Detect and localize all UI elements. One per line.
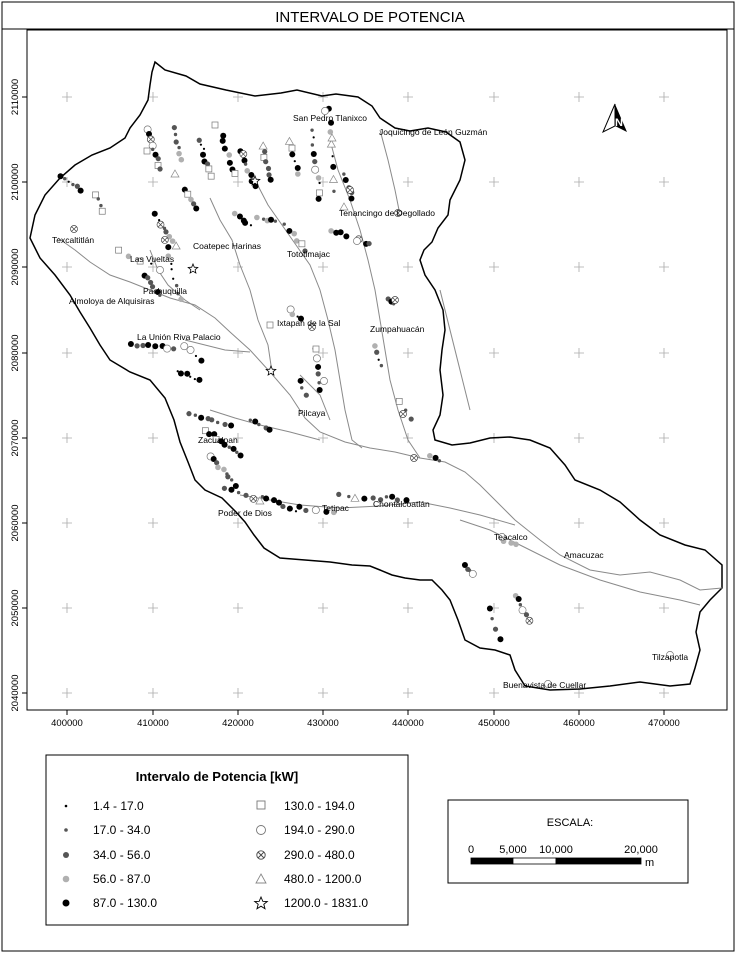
tiny-point xyxy=(203,148,205,150)
crossed-circle-point xyxy=(250,495,257,502)
black-point xyxy=(78,188,84,194)
circle-point xyxy=(181,343,188,350)
small-point xyxy=(237,491,240,494)
black-point xyxy=(361,496,367,502)
black-point xyxy=(268,217,274,223)
small-point xyxy=(311,143,314,146)
north-label: N xyxy=(615,117,623,129)
dark-point xyxy=(524,612,529,617)
dark-point xyxy=(172,125,177,130)
black-point xyxy=(198,358,204,364)
small-point xyxy=(283,222,286,225)
dark-point xyxy=(222,422,227,427)
town-label: Teacalco xyxy=(494,532,528,542)
scale-label: 5,000 xyxy=(499,844,527,856)
circle-point xyxy=(469,570,476,577)
dark-point xyxy=(409,416,414,421)
y-tick-label: 2060000 xyxy=(10,504,21,542)
tiny-point xyxy=(200,144,202,146)
light-point xyxy=(328,228,334,234)
small-point xyxy=(216,421,219,424)
black-point xyxy=(343,177,349,183)
scale-label: 0 xyxy=(467,844,475,856)
circle-icon xyxy=(257,826,266,835)
x-axis-ticks xyxy=(51,710,680,729)
tiny-point xyxy=(250,224,252,226)
town-label: Zumpahuacán xyxy=(370,324,425,334)
light-point xyxy=(244,168,250,174)
small-point xyxy=(244,162,247,165)
tiny-point xyxy=(313,136,315,138)
small-point xyxy=(99,204,102,207)
small-point xyxy=(249,419,252,422)
x-tick-label: 470000 xyxy=(648,718,680,729)
legend xyxy=(46,755,408,925)
crossed-circle-point xyxy=(71,226,78,233)
black-point xyxy=(196,377,202,383)
dark-point xyxy=(316,371,321,376)
dark-point xyxy=(135,343,140,348)
black-point xyxy=(487,606,493,612)
y-tick-label: 2080000 xyxy=(10,334,21,372)
black-point xyxy=(152,343,158,349)
crossed-circle-point xyxy=(157,221,164,228)
black-point xyxy=(317,387,323,393)
town-label: Chontalcoatlán xyxy=(373,499,430,509)
dark-point xyxy=(156,156,161,161)
scale-label: 10,000 xyxy=(539,844,573,856)
crossed-circle-point xyxy=(347,187,354,194)
small-point xyxy=(380,364,383,367)
square-point xyxy=(313,346,319,352)
black-point xyxy=(330,164,336,170)
town-label: Poder de Dios xyxy=(218,508,272,518)
small-point xyxy=(194,414,197,417)
dark-point xyxy=(266,172,271,177)
black-point xyxy=(348,196,354,202)
tiny-point xyxy=(194,378,196,380)
black-point xyxy=(145,342,151,348)
circle-point xyxy=(320,377,327,384)
black-point xyxy=(58,173,64,179)
black-point xyxy=(316,196,322,202)
dark-point xyxy=(312,159,317,164)
black-point xyxy=(252,418,258,424)
square-point xyxy=(93,192,99,198)
y-tick-label: 2050000 xyxy=(10,589,21,627)
y-tick-label: 2040000 xyxy=(10,674,21,712)
black-point xyxy=(343,233,349,239)
light-point xyxy=(170,238,176,244)
x-tick-label: 430000 xyxy=(307,718,339,729)
small-point xyxy=(300,386,303,389)
tiny-point xyxy=(294,160,296,162)
crossed-circle-point xyxy=(240,151,247,158)
tiny-point xyxy=(318,182,320,184)
dark-point xyxy=(336,492,341,497)
black-point xyxy=(287,506,293,512)
square-point xyxy=(396,398,402,404)
black-point xyxy=(222,146,228,152)
black-point xyxy=(241,158,247,164)
light-point xyxy=(513,542,519,548)
town-label: Amacuzac xyxy=(564,550,604,560)
legend-title: Intervalo de Potencia [kW] xyxy=(135,769,299,784)
circle-point xyxy=(353,237,360,244)
x-tick-label: 440000 xyxy=(392,718,424,729)
light-point xyxy=(254,215,260,221)
crossed-circle-point xyxy=(392,297,399,304)
town-label: San Pedro Tlanixco xyxy=(293,113,368,123)
light-point xyxy=(427,453,433,459)
town-label: Tototlmajac xyxy=(287,249,330,259)
black-point xyxy=(231,446,237,452)
black-point xyxy=(497,636,503,642)
light-point xyxy=(176,151,182,157)
black-point xyxy=(238,453,244,459)
square-point xyxy=(99,208,105,214)
circle-point xyxy=(312,506,319,513)
dark-point xyxy=(209,417,214,422)
town-label: Coatepec Harinas xyxy=(193,241,262,251)
dark-point xyxy=(243,493,248,498)
legend-label: 17.0 - 34.0 xyxy=(93,823,151,837)
tiny-point xyxy=(68,181,70,183)
dark-point xyxy=(366,241,371,246)
scale-title: ESCALA: xyxy=(546,817,594,829)
black-point xyxy=(178,370,184,376)
light-point xyxy=(215,465,221,471)
legend-label: 130.0 - 194.0 xyxy=(284,799,355,813)
square-point xyxy=(185,191,191,197)
scale-bar xyxy=(448,800,688,883)
dark-gray-dot-icon xyxy=(63,852,69,858)
town-label: Ixtapan de la Sal xyxy=(277,318,341,328)
small-point xyxy=(332,190,335,193)
black-point xyxy=(220,133,226,139)
small-point xyxy=(97,197,100,200)
black-point xyxy=(228,487,234,493)
black-point xyxy=(315,364,321,370)
black-point xyxy=(267,427,273,433)
small-point xyxy=(342,172,345,175)
black-point xyxy=(433,455,439,461)
town-label: Tilzapotla xyxy=(652,652,689,662)
small-point xyxy=(438,459,441,462)
x-tick-label: 450000 xyxy=(478,718,510,729)
page-title: INTERVALO DE POTENCIA xyxy=(275,9,465,26)
scale-segment xyxy=(471,858,513,864)
dark-point xyxy=(157,166,162,171)
dark-point xyxy=(214,460,219,465)
dark-point xyxy=(262,149,267,154)
square-point xyxy=(212,122,218,128)
scale-box xyxy=(448,800,688,883)
crossed-circle-icon xyxy=(257,851,265,859)
dark-point xyxy=(222,486,227,491)
circle-point xyxy=(187,346,194,353)
black-point xyxy=(338,229,344,235)
small-point xyxy=(177,146,180,149)
black-point xyxy=(128,341,134,347)
scale-segment xyxy=(513,858,556,864)
small-gray-dot-icon xyxy=(64,828,68,832)
dark-point xyxy=(280,504,285,509)
x-tick-label: 420000 xyxy=(222,718,254,729)
square-point xyxy=(267,322,273,328)
small-point xyxy=(230,478,233,481)
town-label: Tenancingo de Degollado xyxy=(339,208,435,218)
map-frame xyxy=(27,30,727,710)
light-point xyxy=(316,175,322,181)
y-tick-label: 2070000 xyxy=(10,419,21,457)
small-point xyxy=(235,451,238,454)
small-point xyxy=(174,133,177,136)
light-point xyxy=(221,467,227,473)
circle-point xyxy=(312,166,319,173)
town-label: La Unión Riva Palacio xyxy=(137,332,221,342)
light-point xyxy=(372,343,378,349)
black-point xyxy=(184,371,190,377)
tiny-point xyxy=(295,510,297,512)
light-point xyxy=(295,171,301,177)
y-tick-label: 2110000 xyxy=(10,78,21,116)
black-point xyxy=(242,220,248,226)
tiny-point xyxy=(195,355,197,357)
legend-label: 56.0 - 87.0 xyxy=(93,872,151,886)
circle-point xyxy=(156,266,163,273)
black-point xyxy=(263,496,269,502)
light-gray-dot-icon xyxy=(63,876,70,883)
town-label: Joquicingo de León Guzmán xyxy=(379,127,488,137)
dark-point xyxy=(186,411,191,416)
town-label: Almoloya de Alquisiras xyxy=(69,296,155,306)
square-point xyxy=(144,148,150,154)
black-point xyxy=(298,378,304,384)
small-point xyxy=(71,183,74,186)
legend-label: 480.0 - 1200.0 xyxy=(284,872,362,886)
town-label: Buenavista de Cuellar xyxy=(503,680,587,690)
black-point xyxy=(220,138,226,144)
scale-unit: m xyxy=(645,857,655,869)
light-point xyxy=(232,211,238,217)
square-point xyxy=(206,166,212,172)
small-point xyxy=(63,177,66,180)
small-point xyxy=(347,495,350,498)
scale-label: 20,000 xyxy=(624,844,658,856)
dark-point xyxy=(225,474,230,479)
black-point xyxy=(200,152,206,158)
black-dot-icon xyxy=(63,900,70,907)
dark-point xyxy=(140,343,145,348)
x-tick-label: 400000 xyxy=(51,718,83,729)
small-point xyxy=(519,603,522,606)
black-point xyxy=(248,172,254,178)
town-label: Pachuquilla xyxy=(143,286,187,296)
square-point xyxy=(208,173,214,179)
legend-label: 1.4 - 17.0 xyxy=(93,799,144,813)
circle-point xyxy=(163,345,170,352)
legend-label: 1200.0 - 1831.0 xyxy=(284,896,369,910)
black-point xyxy=(295,165,301,171)
light-point xyxy=(290,312,296,318)
square-point xyxy=(299,241,305,247)
light-point xyxy=(291,231,297,237)
black-point xyxy=(228,423,234,429)
light-point xyxy=(179,157,185,163)
dark-point xyxy=(174,139,179,144)
dark-point xyxy=(303,508,308,513)
crossed-circle-point xyxy=(400,411,407,418)
town-label: Tetipac xyxy=(322,503,349,513)
square-point xyxy=(116,247,122,253)
town-label: Las Vueltas xyxy=(130,254,175,264)
tiny-point xyxy=(172,278,174,280)
dark-point xyxy=(266,166,271,171)
square-icon xyxy=(257,801,265,809)
small-point xyxy=(274,219,277,222)
y-tick-label: 2090000 xyxy=(10,248,21,286)
small-point xyxy=(151,148,154,151)
black-point xyxy=(296,504,302,510)
black-point xyxy=(268,177,274,183)
legend-label: 194.0 - 290.0 xyxy=(284,823,355,837)
y-axis-ticks xyxy=(10,79,27,712)
dark-point xyxy=(171,346,176,351)
black-point xyxy=(198,415,204,421)
black-point xyxy=(152,211,158,217)
crossed-circle-point xyxy=(161,236,168,243)
town-label: Pilcaya xyxy=(298,408,326,418)
black-point xyxy=(311,151,317,157)
legend-label: 87.0 - 130.0 xyxy=(93,896,158,910)
dark-point xyxy=(163,229,168,234)
circle-point xyxy=(313,355,320,362)
dark-point xyxy=(493,627,498,632)
black-point xyxy=(227,160,233,166)
y-tick-label: 2100000 xyxy=(10,163,21,201)
dark-point xyxy=(197,138,202,143)
town-label: Zacualpan xyxy=(198,435,238,445)
black-point xyxy=(165,244,171,250)
tiny-point xyxy=(378,359,380,361)
tiny-point xyxy=(332,155,334,157)
dark-point xyxy=(304,393,309,398)
small-point xyxy=(257,423,260,426)
legend-label: 290.0 - 480.0 xyxy=(284,848,355,862)
crossed-circle-point xyxy=(526,617,533,624)
square-point xyxy=(289,145,295,151)
black-point xyxy=(516,596,522,602)
small-point xyxy=(490,617,493,620)
dark-point xyxy=(145,275,150,280)
black-point xyxy=(289,151,295,157)
town-label: Texcaltitlán xyxy=(52,235,95,245)
tiny-point xyxy=(171,268,173,270)
light-point xyxy=(226,152,232,158)
scale-segment xyxy=(556,858,641,864)
square-point xyxy=(316,190,322,196)
legend-label: 34.0 - 56.0 xyxy=(93,848,151,862)
crossed-circle-point xyxy=(411,455,418,462)
dark-point xyxy=(263,159,268,164)
x-tick-label: 410000 xyxy=(137,718,169,729)
small-point xyxy=(310,128,313,131)
black-point xyxy=(193,206,199,212)
light-point xyxy=(178,297,184,303)
x-tick-label: 460000 xyxy=(563,718,595,729)
dark-point xyxy=(374,350,379,355)
tiny-point xyxy=(189,376,191,378)
square-point xyxy=(232,171,238,177)
tiny-dot-icon xyxy=(65,805,68,808)
small-point xyxy=(228,446,231,449)
